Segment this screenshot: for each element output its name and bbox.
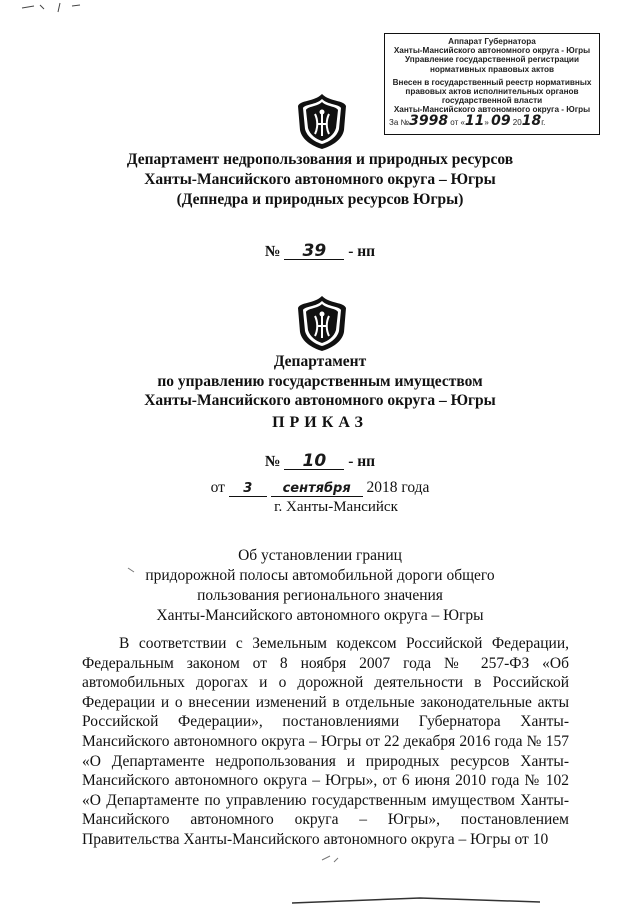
number-suffix: - нп — [348, 453, 376, 470]
coat-of-arms-emblem — [296, 92, 348, 150]
document-title — [0, 546, 640, 626]
coat-of-arms-emblem — [296, 294, 348, 352]
number-value: 39 — [284, 243, 344, 260]
stamp-line: государственной власти — [441, 96, 543, 106]
stamp-reg-day: 11 — [464, 112, 485, 129]
stamp-reg-month: 09 — [491, 112, 511, 129]
stamp-reg-year-prefix: 20 — [512, 117, 522, 127]
number-value: 10 — [284, 453, 344, 470]
title-line: пользования регионального значения — [197, 587, 443, 604]
document-date — [0, 479, 640, 497]
registration-stamp — [384, 33, 600, 135]
department-2-line: по управлению государственным имуществом — [157, 372, 483, 390]
document-body — [82, 634, 569, 850]
date-month: сентября — [271, 481, 363, 497]
stamp-line: Ханты-Мансийского автономного округа - Югры — [393, 105, 591, 115]
number-suffix: - нп — [348, 243, 376, 260]
number-prefix: № — [264, 453, 281, 470]
department-2-header — [0, 352, 640, 411]
title-line: Ханты-Мансийского автономного округа – Югры — [156, 607, 484, 624]
stamp-reg-mid: » — [484, 117, 489, 127]
number-prefix: № — [264, 243, 281, 260]
document-city: г. Ханты-Мансийск — [274, 499, 398, 515]
stamp-registration-line — [389, 112, 595, 129]
stamp-reg-number: 3998 — [409, 112, 449, 129]
document-type: ПРИКАЗ — [272, 414, 368, 431]
department-1-header — [0, 150, 640, 210]
department-2-line: Ханты-Мансийского автономного округа – Югры — [144, 392, 496, 409]
stamp-line: Аппарат Губернатора — [448, 37, 536, 46]
department-1-line: Ханты-Мансийского автономного округа – Югры — [144, 171, 496, 188]
stamp-reg-year: 18 — [521, 112, 542, 129]
date-day: 3 — [229, 481, 267, 497]
stamp-line: правовых актов исполнительных органов — [405, 87, 579, 97]
stamp-reg-ot: от « — [450, 117, 465, 127]
department-1-line: (Депнедра и природных ресурсов Югры) — [176, 191, 464, 208]
department-2-line: Департамент — [273, 353, 367, 370]
stamp-reg-suffix: г. — [541, 117, 546, 127]
stamp-line: Ханты-Мансийского автономного округа - Югры — [393, 46, 591, 56]
stamp-line: Управление государственной регистрации — [405, 55, 579, 65]
document-number-2 — [0, 453, 640, 471]
stamp-line: Внесен в государственный реестр нормативных — [392, 77, 592, 87]
stamp-line: нормативных правовых актов — [429, 64, 555, 74]
date-year: 2018 года — [366, 479, 430, 496]
title-line: Об установлении границ — [238, 547, 402, 564]
document-number-1 — [0, 243, 640, 261]
title-line: придорожной полосы автомобильной дороги общего — [145, 567, 495, 584]
stamp-reg-prefix: За № — [389, 117, 410, 127]
department-1-line: Департамент недропользования и природных ресурсов — [126, 151, 514, 168]
body-paragraph: В соответствии с Земельным кодексом Российской Федерации, Федеральным законом от 8 ноября 2007 года № 257-ФЗ «Об автомобильных дорогах и о дорожной деятельности в Российской Федерации и о внесении изменений в отдельные законодательные акты Российской Федерации», постановлениями Губернатора Ханты-Мансийского автономного округа – Югры от 22 декабря 2016 года № 157 «О Департаменте недропользования и природных ресурсов Ханты-Мансийского автономного округа – Югры», от 6 июня 2010 года № 102 «О Департаменте по управлению государственным имуществом Ханты-Мансийского автономного округа – Югры», постановлением Правительства Ханты-Мансийского автономного округа – Югры от 10 — [82, 635, 569, 848]
date-prefix: от — [210, 479, 225, 496]
